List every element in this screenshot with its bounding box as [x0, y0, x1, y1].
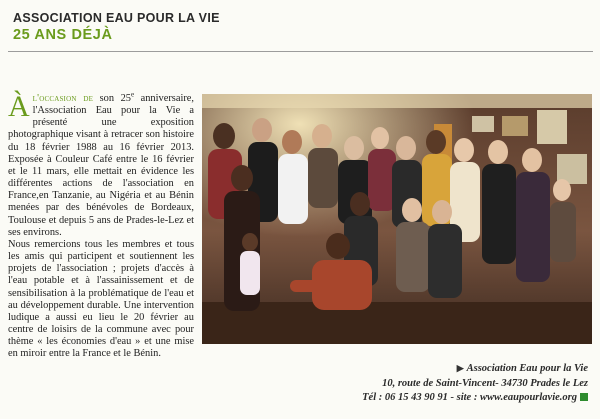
- paragraph-1-rest: anniversaire, l'Association Eau pour la Vie a présenté une exposition photographique visant à retracer son histoire du 18 février 1988 au 16 février 2013. Exposée à Couleur Café entre le 16 février et le 11 mars, elle mettait en évidence les différentes actions de l'association en France,en Tanzanie, au Nigéria et au Bénin menées par des bénévoles de Bordeaux, Toulouse et depuis 5 ans de Prades-le-Lez et ses environs.: [8, 93, 194, 238]
- lead-in: l'occasion de: [32, 93, 94, 104]
- paragraph-2: Nous remercions tous les membres et tous les amis qui participent et soutiennent les projets de l'association ; projets d'accès à l'eau potable et à l'assainissement et de sensibilisation à la problématique de l'eau et au développement durable. Une intervention ludique a aussi eu lieu le 20 février au centre de loisirs de la commune avec pour thème « les économies d'eau » et une mise en miroir entre la France et le Bénin.: [8, 238, 194, 360]
- group-photo: [202, 94, 592, 344]
- headline: 25 ANS DÉJÀ: [13, 27, 113, 43]
- paragraph-1-start: son 25: [93, 93, 131, 104]
- org-name: Association Eau pour la Vie: [466, 363, 588, 374]
- article-header: [13, 11, 220, 43]
- green-square-icon: [580, 393, 588, 401]
- drop-cap: À: [8, 90, 30, 123]
- header-divider: [8, 51, 593, 52]
- kicker: ASSOCIATION EAU POUR LA VIE: [13, 11, 220, 25]
- superscript: e: [130, 90, 135, 99]
- contact-line: Tél : 06 15 43 90 91 - site : www.eaupourlavie.org: [362, 392, 577, 403]
- address: 10, route de Saint-Vincent- 34730 Prades le Lez: [382, 377, 588, 389]
- caption-contact-row: [268, 391, 588, 406]
- caption-org-row: [268, 361, 588, 377]
- group-photo-illustration: [202, 94, 592, 344]
- paragraph-1: [8, 90, 194, 239]
- article-body: [8, 90, 194, 360]
- triangle-bullet-icon: ▶: [456, 363, 464, 373]
- contact-caption: [268, 361, 588, 406]
